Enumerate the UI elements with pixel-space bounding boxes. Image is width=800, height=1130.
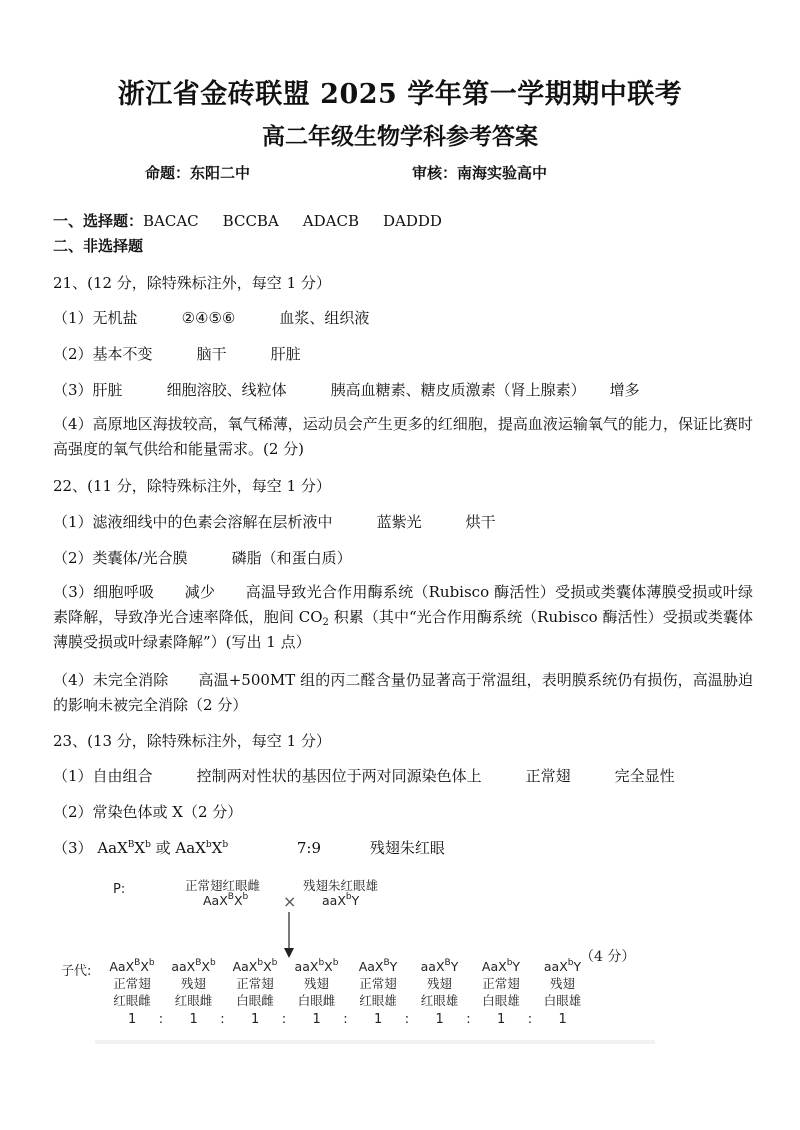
ratio-value: 1	[189, 1012, 198, 1027]
ratio-value: 1	[251, 1012, 260, 1027]
answer-part: 无机盐	[92, 309, 138, 327]
female-genotype: $AaX^BX^b$	[203, 892, 249, 908]
document-subtitle: 高二年级生物学科参考答案	[262, 123, 538, 150]
q23-answer-3	[53, 838, 445, 858]
scan-shadow	[95, 1040, 655, 1044]
score-label: （4 分）	[580, 949, 636, 965]
q21-answer-3	[53, 380, 640, 400]
parent-label: P:	[113, 882, 126, 897]
answer-part: 肝脏	[92, 381, 123, 399]
offspring-genotype: AaX$^B$Y	[358, 958, 398, 974]
male-genotype: aaX$^b$Y	[322, 892, 360, 908]
offspring-eye: 白眼雄	[482, 993, 520, 1008]
cross-arrow	[282, 912, 296, 958]
answer-number: （1）	[53, 513, 93, 531]
answer-number: （1）	[53, 767, 93, 785]
answer-text: （3）细胞呼吸 减少 高温导致光合作用酶系统（Rubisco 酶活性）受损或类囊体薄膜受损或叶绿素降解，导致净光合速率降低，胞间 CO	[53, 583, 753, 626]
offspring-eye: 红眼雄	[420, 993, 459, 1008]
offspring-8	[531, 958, 595, 1009]
offspring-4	[285, 958, 349, 1009]
q23-answer-2: （2）常染色体或 X（2 分）	[53, 803, 243, 821]
or-text: 或	[150, 839, 176, 857]
cross-symbol: ×	[283, 892, 297, 911]
ratio-separator: :	[220, 1012, 225, 1027]
answer-part: 肝脏	[270, 345, 301, 363]
section1-line	[53, 211, 442, 231]
offspring-5	[346, 958, 410, 1009]
offspring-wing: 残翅	[549, 976, 575, 991]
female-phenotype: 正常翅红眼雌	[185, 878, 261, 893]
offspring-genotype: aaX$^B$Y	[420, 958, 459, 974]
answer-number: （2）	[53, 345, 93, 363]
answer-number: （3）	[53, 381, 93, 399]
offspring-genotype: $aaX^BX^b$	[171, 958, 216, 974]
q23-header: 23、(13 分，除特殊标注外，每空 1 分）	[53, 732, 331, 750]
ratio-separator: :	[343, 1012, 348, 1027]
q21-answer-4: （4）高原地区海拔较高，氧气稀薄，运动员会产生更多的红细胞，提高血液运输氧气的能力，保证比赛时高强度的氧气供给和能量需求。(2 分)	[53, 415, 753, 458]
offspring-1	[100, 958, 164, 1009]
q22-answer-1	[53, 512, 496, 532]
q21-answer-2	[53, 344, 301, 364]
offspring-eye: 白眼雄	[543, 993, 582, 1008]
offspring-label: 子代:	[61, 964, 92, 979]
q22-answer-2	[53, 548, 352, 568]
ratio-value: 1	[312, 1012, 321, 1027]
offspring-genotype: aaX$^b$Y	[543, 958, 582, 974]
ratio-value: 1	[128, 1012, 137, 1027]
document-title: 浙江省金砖联盟 2025 学年第一学期期中联考	[117, 79, 683, 110]
offspring-7	[469, 958, 533, 1009]
offspring-genotype: $AaX^bX^b$	[232, 958, 278, 974]
q22-header: 22、(11 分，除特殊标注外，每空 1 分）	[53, 477, 331, 495]
offspring-wing: 正常翅	[113, 976, 151, 991]
answer-part: 自由组合	[92, 767, 153, 785]
offspring-eye: 红眼雄	[359, 993, 397, 1008]
ratio-separator: :	[281, 1012, 287, 1027]
offspring-eye: 红眼雌	[113, 993, 151, 1008]
answer-part: 控制两对性状的基因位于两对同源染色体上	[196, 767, 482, 785]
section1-label: 一、选择题：	[53, 212, 144, 230]
ratio-text: 7:9	[296, 839, 322, 857]
answer-part: 蓝紫光	[376, 513, 422, 531]
male-phenotype: 残翅朱红眼雄	[303, 878, 379, 893]
answer-part: 脑干	[196, 345, 227, 363]
q22-answer-3	[53, 580, 753, 655]
author-label: 命题：东阳二中	[145, 164, 251, 182]
genotype-2: $AaX^bX^b$	[175, 839, 229, 857]
offspring-wing: 正常翅	[236, 976, 274, 991]
offspring-eye: 白眼雌	[236, 993, 274, 1008]
answer-group-2: BCCBA	[222, 212, 279, 230]
answer-part: 滤液细线中的色素会溶解在层析液中	[92, 513, 333, 531]
reviewer-label: 审核：南海实验高中	[412, 164, 548, 182]
offspring-wing: 残翅	[303, 976, 329, 991]
answer-number: （2）	[53, 549, 93, 567]
ratio-value: 1	[558, 1012, 567, 1027]
ratio-separator: :	[404, 1012, 410, 1027]
ratio-separator: :	[466, 1012, 471, 1027]
ratio-separator: :	[158, 1012, 164, 1027]
answer-part: 类囊体/光合膜	[92, 549, 188, 567]
answer-text: 积累（其中“光合作用酶系统（Rubisco 酶活性）受损或类囊体薄膜受损或叶绿素降解”）(写出 1 点）	[53, 608, 753, 651]
answer-number: （1）	[53, 309, 93, 327]
answer-part: 烘干	[465, 513, 496, 531]
ratio-separator: :	[527, 1012, 533, 1027]
offspring-eye: 红眼雌	[174, 993, 213, 1008]
q22-answer-4: （4）未完全消除 高温+500MT 组的丙二醛含量仍显著高于常温组，表明膜系统仍有损伤，高温胁迫的影响未被完全消除（2 分）	[53, 671, 753, 714]
answer-number: （3）	[53, 839, 93, 857]
phenotype-text: 残翅朱红眼	[369, 839, 445, 857]
offspring-eye: 白眼雌	[297, 993, 336, 1008]
offspring-6	[408, 958, 472, 1009]
answer-part: ②④⑤⑥	[181, 309, 236, 327]
section2-label: 二、非选择题	[53, 237, 144, 255]
q23-answer-1	[53, 766, 675, 786]
answer-part: 细胞溶胶、线粒体	[166, 381, 287, 399]
offspring-2	[162, 958, 226, 1009]
subscript: 2	[322, 617, 329, 628]
offspring-genotype: $AaX^BX^b$	[109, 958, 155, 974]
answer-part: 基本不变	[92, 345, 153, 363]
answer-part: 胰高血糖素、糖皮质激素（肾上腺素）	[330, 381, 586, 399]
offspring-wing: 残翅	[426, 976, 452, 991]
answer-group-3: ADACB	[302, 212, 359, 230]
offspring-wing: 残翅	[180, 976, 206, 991]
genotype-1: $AaX^BX^b$	[97, 839, 151, 857]
answer-group-1: BACAC	[143, 212, 199, 230]
offspring-wing: 正常翅	[359, 976, 397, 991]
answer-group-4: DADDD	[383, 212, 442, 230]
answer-part: 完全显性	[614, 767, 675, 785]
ratio-value: 1	[435, 1012, 444, 1027]
offspring-genotype: AaX$^b$Y	[481, 958, 521, 974]
answer-part: 血浆、组织液	[279, 309, 370, 327]
offspring-wing: 正常翅	[482, 976, 520, 991]
answer-part: 增多	[609, 381, 640, 399]
answer-part: 磷脂（和蛋白质）	[231, 549, 352, 567]
answer-part: 正常翅	[525, 767, 571, 785]
q21-answer-1	[53, 308, 369, 328]
offspring-genotype: $aaX^bX^b$	[294, 958, 339, 974]
offspring-3	[223, 958, 287, 1009]
q21-header: 21、(12 分，除特殊标注外，每空 1 分）	[53, 274, 331, 292]
ratio-value: 1	[374, 1012, 383, 1027]
ratio-value: 1	[497, 1012, 506, 1027]
